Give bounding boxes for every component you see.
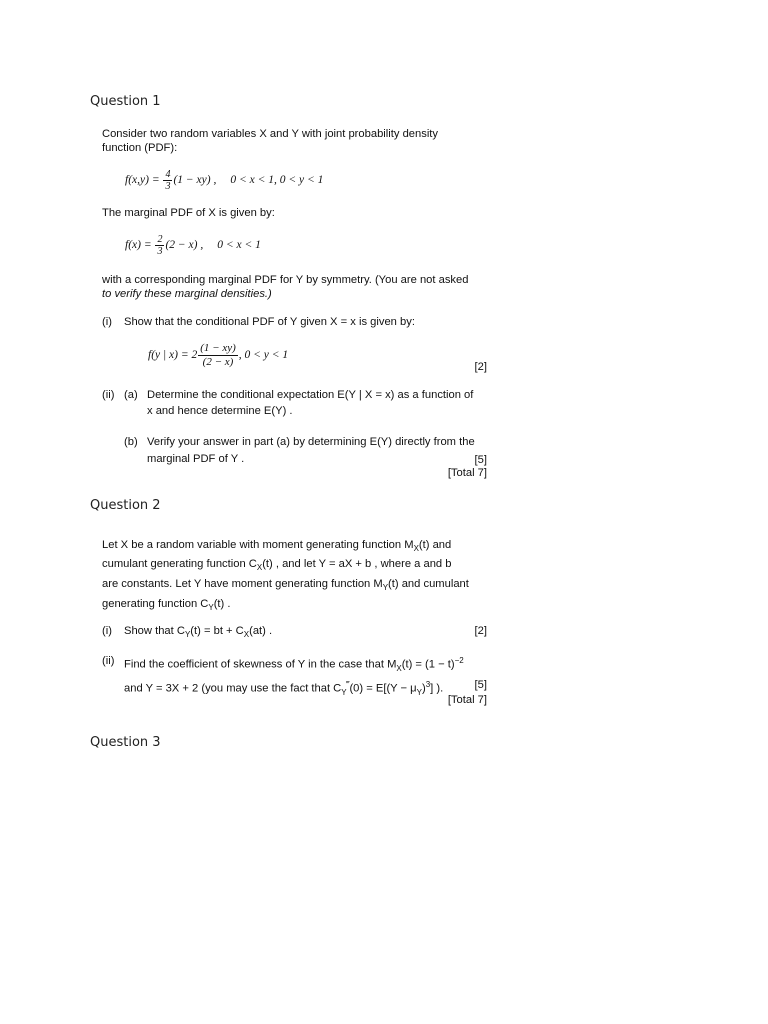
q1-part-ii-number: (ii) <box>102 389 115 401</box>
q1-intro-line-2: function (PDF): <box>102 142 178 154</box>
q2-part-i-text <box>124 624 272 642</box>
q1-marg-lhs: f(x) = <box>125 239 155 252</box>
q2-part-i-number: (i) <box>102 625 112 637</box>
q2-p2-sub: X <box>256 563 263 573</box>
q2-ii-l2-sub: Y <box>341 687 347 697</box>
q2-ii-l2-text-d: ] ). <box>430 682 444 695</box>
q1-part-i-number: (i) <box>102 316 112 328</box>
q2-ii-l2-sup-2: 3 <box>425 680 431 689</box>
q1-marg-domain: 0 < x < 1 <box>217 239 261 252</box>
q1-cond-den: (2 − x) <box>202 356 234 368</box>
q2-i-text-a: Show that C <box>124 625 185 637</box>
q2-para-line-3 <box>102 577 469 595</box>
q2-i-text-b: (t) = bt + C <box>190 625 244 637</box>
q1-marg-fraction <box>155 234 164 257</box>
q2-part-ii-line-2 <box>124 678 443 700</box>
q1-cond-num: (1 − xy) <box>200 342 236 354</box>
q2-p4-sub: Y <box>208 603 214 613</box>
q2-p3-end: (t) and cumulant <box>388 578 469 590</box>
q2-ii-l2-text: and Y = 3X + 2 (you may use the fact that C <box>124 682 342 695</box>
q2-p2-text: cumulant generating function C <box>102 558 257 570</box>
q2-p4-end: (t) . <box>213 598 231 610</box>
q1-part-b-number: (b) <box>124 436 138 448</box>
q1-joint-fraction <box>163 169 172 192</box>
q1-marginal-equation <box>125 234 261 257</box>
q1-joint-num: 4 <box>165 169 171 180</box>
q2-ii-l1-text: Find the coefficient of skewness of Y in the case that M <box>124 658 397 671</box>
q1-symmetry-line-2: to verify these marginal densities.) <box>102 288 272 300</box>
q2-i-text-c: (at) . <box>249 625 273 637</box>
q2-p1-text: Let X be a random variable with moment generating function M <box>102 539 414 551</box>
q2-part-ii-number: (ii) <box>102 655 115 667</box>
q1-joint-rhs: (1 − xy) , <box>173 174 217 187</box>
q1-part-ii-marks: [5] <box>474 454 487 466</box>
q1-joint-lhs: f(x,y) = <box>125 174 163 187</box>
q1-part-i-text: Show that the conditional PDF of Y given X = x is given by: <box>124 316 415 328</box>
q1-marginal-text: The marginal PDF of X is given by: <box>102 207 275 219</box>
q2-para-line-4 <box>102 597 230 615</box>
q1-marg-den: 3 <box>157 246 163 257</box>
q2-p1-sub: X <box>413 544 419 554</box>
q1-cond-fraction <box>198 342 238 369</box>
q2-part-i-marks: [2] <box>474 625 487 637</box>
q1-part-a-line-1: Determine the conditional expectation E(Y | X = x) as a function of <box>147 389 474 401</box>
q1-joint-pdf-equation <box>125 169 323 192</box>
q2-part-ii-line-1 <box>124 654 464 676</box>
q1-part-a-number: (a) <box>124 389 138 401</box>
q1-part-i-marks: [2] <box>474 361 487 373</box>
q2-p1-end: (t) and <box>418 539 452 551</box>
q2-part-ii-marks: [5] <box>474 679 487 691</box>
question-2-heading: Question 2 <box>90 498 161 513</box>
q2-ii-l2-text-c: ) <box>421 682 426 695</box>
q2-ii-l2-text-b: (0) = E[(Y − μ <box>349 682 417 695</box>
q1-joint-den: 3 <box>165 181 171 192</box>
q2-p2-end: (t) , and let Y = aX + b , where a and b <box>262 558 452 570</box>
q1-part-a-line-2: x and hence determine E(Y) . <box>147 405 293 417</box>
q2-total-marks: [Total 7] <box>447 694 487 706</box>
q1-part-b-line-2: marginal PDF of Y . <box>147 453 245 465</box>
q2-para-line-1 <box>102 538 451 556</box>
q2-p3-sub: Y <box>382 583 389 593</box>
q1-intro-line-1: Consider two random variables X and Y with joint probability density <box>102 128 439 140</box>
question-1-heading: Question 1 <box>90 94 161 109</box>
q1-symmetry-line-1: with a corresponding marginal PDF for Y by symmetry. (You are not asked <box>102 274 469 286</box>
q1-joint-domain: 0 < x < 1, 0 < y < 1 <box>230 174 324 187</box>
q1-cond-domain: , 0 < y < 1 <box>238 349 289 362</box>
q2-para-line-2 <box>102 557 451 575</box>
question-3-heading: Question 3 <box>90 735 161 750</box>
q1-cond-lhs: f(y | x) = 2 <box>148 349 198 362</box>
q2-ii-l2-sup: ‴ <box>346 680 350 689</box>
q2-i-sub-1: Y <box>184 630 191 640</box>
q1-marg-num: 2 <box>157 234 163 245</box>
q2-ii-l1-sub: X <box>396 663 402 673</box>
q2-p4-text: generating function C <box>102 598 209 610</box>
q2-ii-l2-sub-2: Y <box>416 687 422 697</box>
q1-part-b-line-1: Verify your answer in part (a) by determining E(Y) directly from the <box>147 436 475 448</box>
q1-conditional-equation <box>148 342 288 369</box>
q2-ii-l1-sup: −2 <box>454 656 464 665</box>
q2-p3-text: are constants. Let Y have moment generating function M <box>102 578 383 590</box>
q1-total-marks: [Total 7] <box>447 467 487 479</box>
q2-ii-l1-text-b: (t) = (1 − t) <box>401 658 455 671</box>
q1-marg-rhs: (2 − x) , <box>165 239 204 252</box>
q2-i-sub-2: X <box>243 630 250 640</box>
